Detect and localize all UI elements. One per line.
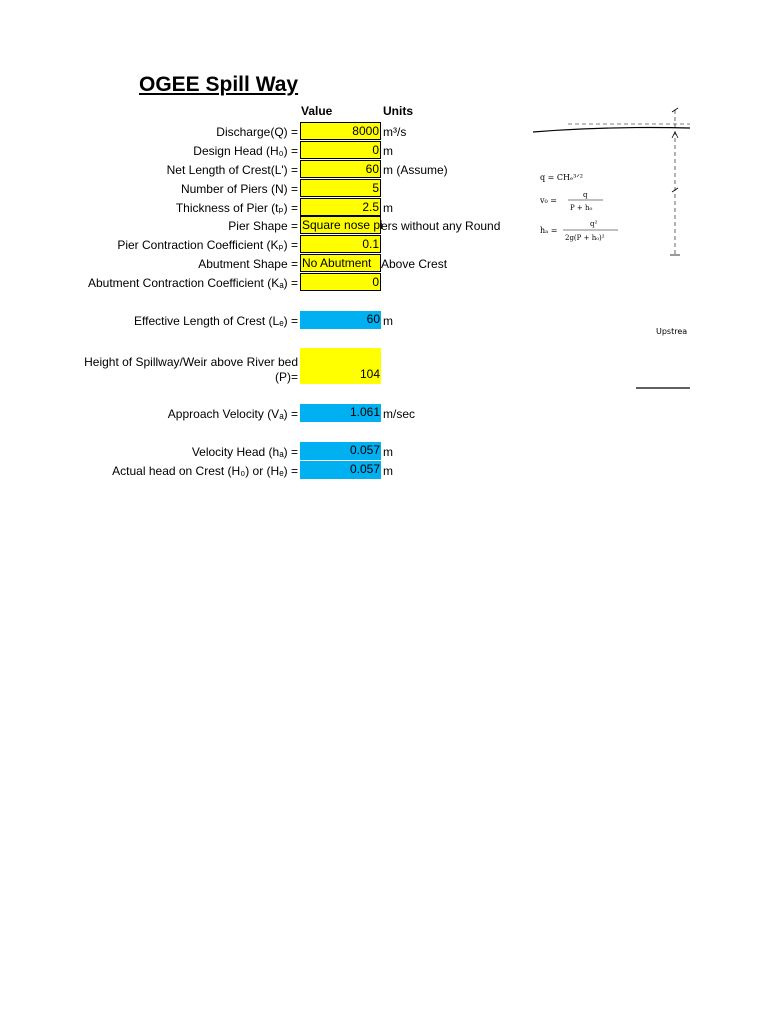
design-head-cell[interactable]: 0 — [300, 141, 381, 159]
approach-velocity-label: Approach Velocity (Vₐ) = — [167, 407, 298, 421]
discharge-cell[interactable]: 8000 — [300, 122, 381, 140]
equation-ha-num: q² — [590, 220, 598, 228]
abutment-shape-cell[interactable]: No Abutment — [300, 254, 381, 272]
abutment-coeff-label: Abutment Contraction Coefficient (Kₐ) = — [87, 276, 298, 290]
num-piers-cell[interactable]: 5 — [300, 179, 381, 197]
units-column-header: Units — [383, 104, 413, 118]
actual-head-label: Actual head on Crest (H₀) or (Hₑ) = — [112, 464, 298, 478]
equation-ha-den: 2g(P + h₀)² — [565, 234, 605, 242]
weir-height-label-line1: Height of Spillway/Weir above River bed — [84, 355, 298, 369]
abutment-coeff-cell[interactable]: 0 — [300, 273, 381, 291]
net-length-label: Net Length of Crest(L') = — [166, 163, 298, 177]
pier-coeff-label: Pier Contraction Coefficient (Kₚ) = — [117, 238, 298, 252]
spillway-diagram-image — [528, 100, 690, 400]
value-column-header: Value — [301, 104, 333, 118]
net-length-cell[interactable]: 60 — [300, 160, 381, 178]
actual-head-cell[interactable]: 0.057 — [300, 461, 381, 479]
approach-velocity-cell[interactable]: 1.061 — [300, 404, 381, 422]
effective-length-cell[interactable]: 60 — [300, 311, 381, 329]
equation-v0-left: v₀ = — [540, 196, 557, 205]
weir-height-label-line2: (P)= — [274, 370, 298, 384]
pier-thickness-cell[interactable]: 2.5 — [300, 198, 381, 216]
pier-thickness-label: Thickness of Pier (tₚ) = — [175, 201, 298, 215]
spillway-diagram-svg — [528, 100, 690, 400]
pier-shape-label: Pier Shape = — [228, 219, 298, 233]
approach-velocity-unit: m/sec — [383, 407, 416, 421]
pier-shape-cell[interactable]: Square nose pi — [302, 218, 383, 232]
velocity-head-label: Velocity Head (hₐ) = — [191, 445, 298, 459]
abutment-shape-label: Abutment Shape = — [198, 257, 298, 271]
effective-length-label: Effective Length of Crest (Lₑ) = — [134, 314, 298, 328]
discharge-label: Discharge(Q) = — [216, 125, 298, 139]
design-head-label: Design Head (H₀) = — [193, 144, 298, 158]
velocity-head-cell[interactable]: 0.057 — [300, 442, 381, 460]
equation-ha-left: hₐ = — [540, 226, 558, 235]
velocity-head-unit: m — [383, 445, 393, 459]
design-head-unit: m — [383, 144, 393, 158]
pier-thickness-unit: m — [383, 201, 393, 215]
pier-shape-overflow-text: ers without any Round — [381, 219, 501, 233]
equation-q: q = CHₑ³ᐟ² — [540, 173, 583, 182]
equation-v0-num: q — [583, 191, 588, 199]
net-length-unit: m (Assume) — [383, 163, 448, 177]
num-piers-label: Number of Piers (N) = — [180, 182, 298, 196]
discharge-unit: m³/s — [383, 125, 407, 139]
equation-v0-den: P + h₀ — [570, 204, 593, 212]
effective-length-unit: m — [383, 314, 393, 328]
weir-height-cell[interactable]: 104 — [300, 348, 381, 384]
abutment-shape-overflow-text: Above Crest — [381, 257, 448, 271]
sheet-title: OGEE Spill Way — [139, 73, 299, 96]
diagram-upstream-label: Upstrea — [656, 327, 688, 336]
pier-coeff-cell[interactable]: 0.1 — [300, 235, 381, 253]
actual-head-unit: m — [383, 464, 393, 478]
